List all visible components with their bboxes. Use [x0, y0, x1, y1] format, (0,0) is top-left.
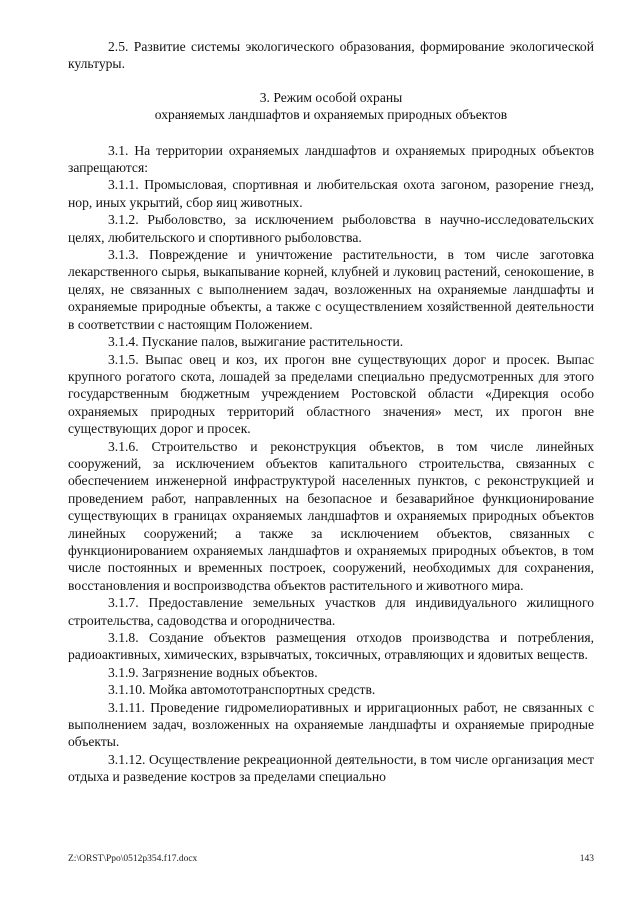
- paragraph-3-1-1: 3.1.1. Промысловая, спортивная и любительская охота загоном, разорение гнезд, нор, иных укрытий, сбор яиц животных.: [68, 177, 594, 210]
- paragraph-3-1: 3.1. На территории охраняемых ландшафтов и охраняемых природных объектов запрещаются:: [68, 142, 594, 176]
- paragraph-3-1-12: 3.1.12. Осуществление рекреационной деятельности, в том числе организация мест отдыха и разведение костров за пределами специально: [68, 751, 594, 785]
- paragraph-3-1-2: 3.1.2. Рыболовство, за исключением рыболовства в научно-исследовательских целях, любительского и спортивного рыболовства.: [68, 212, 594, 245]
- paragraph-3-1-5: 3.1.5. Выпас овец и коз, их прогон вне существующих дорог и просек. Выпас крупного рогатого скота, лошадей за пределами специально предусмотренных для этого государственным бюджетным учреждением Ростовской области «Дирекция особо охраняемых природных территорий областного значения» мест, их прогон вне существующих дорог и просек.: [68, 351, 594, 437]
- page-number: 143: [579, 854, 594, 864]
- document-page: [68, 38, 594, 786]
- paragraph-3-1-7: 3.1.7. Предоставление земельных участков для индивидуального жилищного строительства, садоводства и огородничества.: [68, 595, 594, 628]
- section-title: 3. Режим особой охраны: [259, 89, 403, 105]
- paragraph-3-1-11: 3.1.11. Проведение гидромелиоративных и ирригационных работ, не связанных с выполнением задач, возложенных на охраняемые ландшафты и охраняемые природные объекты.: [68, 699, 594, 750]
- paragraph-3-1-4: 3.1.4. Пускание палов, выжигание растительности.: [108, 334, 404, 350]
- section-subtitle: охраняемых ландшафтов и охраняемых природных объектов: [154, 107, 508, 123]
- file-path: Z:\ORST\Ppo\0512p354.f17.docx: [68, 854, 198, 864]
- paragraph-3-1-8: 3.1.8. Создание объектов размещения отходов производства и потребления, радиоактивных, химических, взрывчатых, токсичных, отравляющих и ядовитых веществ.: [68, 630, 594, 663]
- paragraph-3-1-6: 3.1.6. Строительство и реконструкция объектов, в том числе линейных сооружений, за исключением объектов капитального строительства, связанных с обеспечением инженерной инфраструктурой населенных пунктов, с реконструкцией и проведением работ, направленных на безопасное и безаварийное функционирование существующих в границах охраняемых ландшафтов и охраняемых природных объектов линейных сооружений; а также за исключением объектов, связанных с функционированием охраняемых ландшафтов и охраняемых природных объектов, в том числе постоянных и временных построек, сооружений, необходимых для сохранения, восстановления и воспроизводства объектов растительного и животного мира.: [68, 438, 594, 593]
- paragraph-3-1-9: 3.1.9. Загрязнение водных объектов.: [108, 664, 318, 680]
- intro-paragraph: 2.5. Развитие системы экологического образования, формирование экологической культуры.: [68, 39, 594, 72]
- paragraph-3-1-3: 3.1.3. Повреждение и уничтожение растительности, в том числе заготовка лекарственного сырья, выкапывание корней, клубней и луковиц растений, сенокошение, в целях, не связанных с выполнением задач, возложенных на охраняемые ландшафты и охраняемые природные объекты, а также с осуществлением хозяйственной деятельности в соответствии с настоящим Положением.: [68, 247, 594, 332]
- paragraph-3-1-10: 3.1.10. Мойка автомототранспортных средств.: [108, 682, 376, 698]
